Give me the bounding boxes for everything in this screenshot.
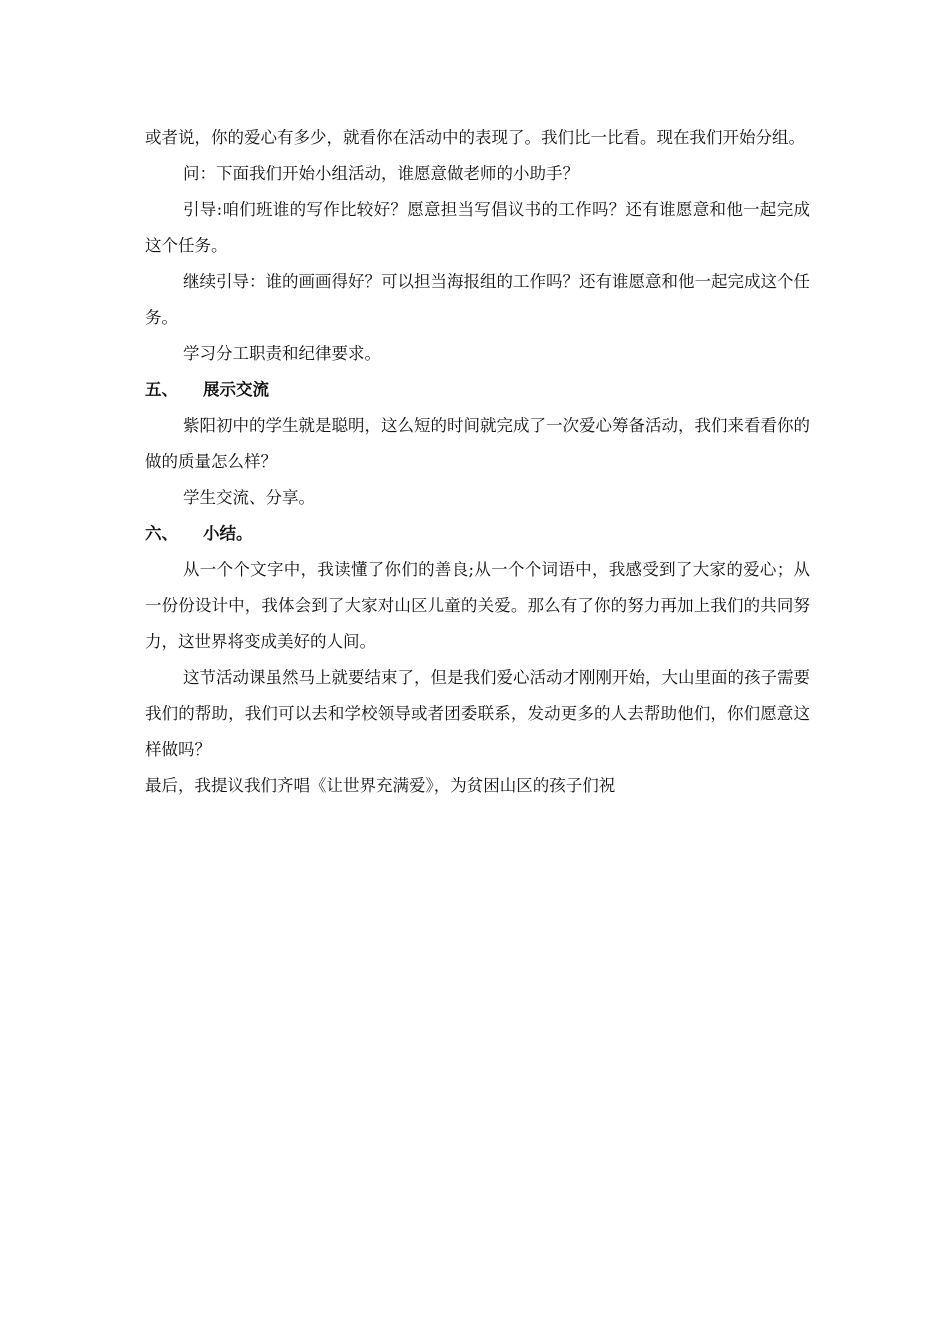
paragraph-share: 学生交流、分享。 — [183, 488, 315, 507]
paragraph-showcase: 紫阳初中的学生就是聪明，这么短的时间就完成了一次爱心筹备活动，我们来看看你的做的质量怎么样？ — [145, 416, 810, 471]
paragraph-duties: 学习分工职责和纪律要求。 — [183, 344, 381, 363]
paragraph-question-helper: 问：下面我们开始小组活动，谁愿意做老师的小助手？ — [183, 164, 579, 183]
section-number: 六、 — [145, 524, 178, 543]
paragraph-grouping: 或者说，你的爱心有多少，就看你在活动中的表现了。我们比一比看。现在我们开始分组。 — [145, 128, 805, 147]
paragraph-summary: 从一个个文字中，我读懂了你们的善良;从一个个词语中，我感受到了大家的爱心；从一份份设计中，我体会到了大家对山区儿童的关爱。那么有了你的努力再加上我们的共同努力，这世界将变成美好的人间。 — [145, 560, 810, 651]
section-heading-5 — [145, 372, 810, 408]
section-title: 小结。 — [203, 524, 253, 543]
document-body — [145, 120, 810, 804]
section-number: 五、 — [145, 380, 178, 399]
paragraph-guide-drawing: 继续引导：谁的画画得好？可以担当海报组的工作吗？还有谁愿意和他一起完成这个任务。 — [145, 272, 810, 327]
paragraph-final-song: 最后，我提议我们齐唱《让世界充满爱》，为贫困山区的孩子们祝 — [145, 776, 616, 795]
section-heading-6 — [145, 516, 810, 552]
paragraph-closing: 这节活动课虽然马上就要结束了，但是我们爱心活动才刚刚开始，大山里面的孩子需要我们的帮助，我们可以去和学校领导或者团委联系，发动更多的人去帮助他们，你们愿意这样做吗？ — [145, 668, 810, 759]
section-title: 展示交流 — [203, 380, 269, 399]
paragraph-guide-writing: 引导:咱们班谁的写作比较好？愿意担当写倡议书的工作吗？还有谁愿意和他一起完成这个任务。 — [145, 200, 810, 255]
